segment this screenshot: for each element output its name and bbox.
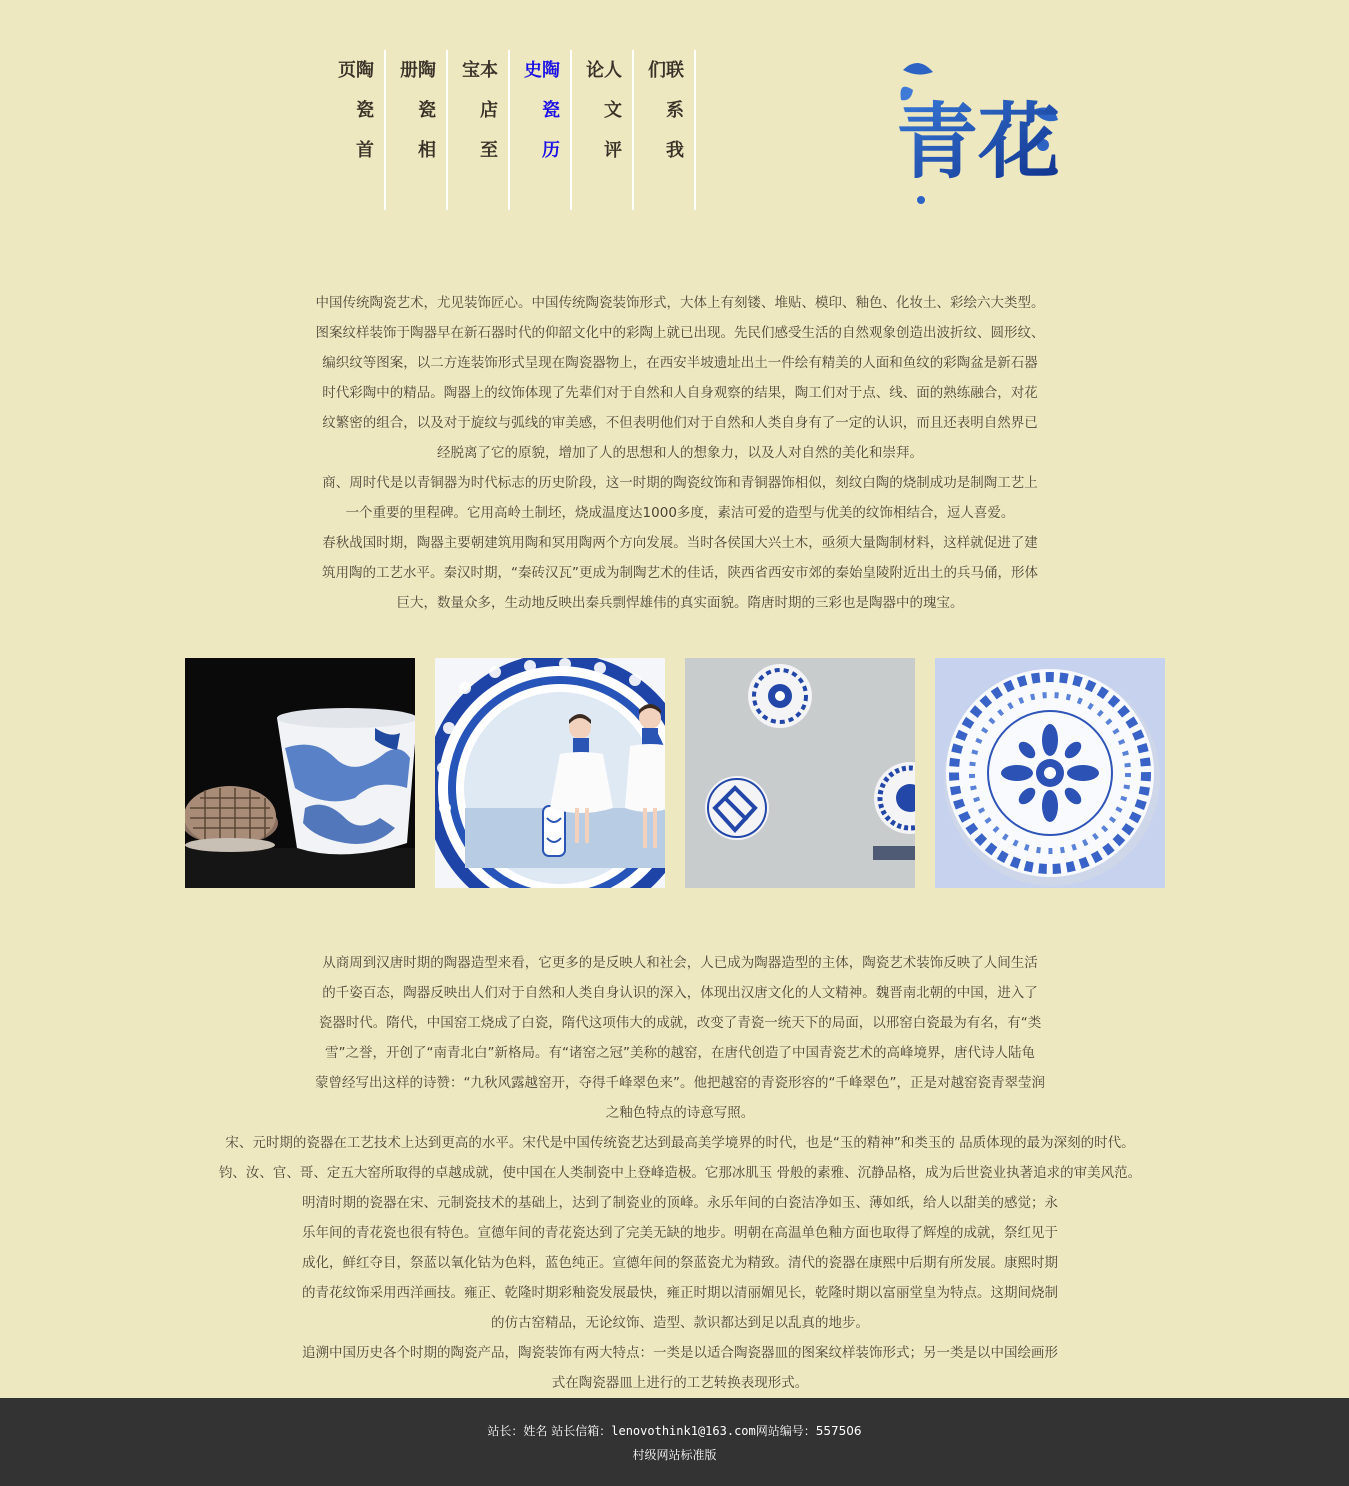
footer-edition: 村级网站标准版 — [632, 1448, 717, 1462]
nav-item-album[interactable] — [386, 50, 448, 210]
paragraph-line: 编织纹等图案，以二方连装饰形式呈现在陶瓷器物上，在西安半坡遗址出土一件绘有精美的人面和鱼纹的彩陶盆是新石器 — [322, 355, 1038, 371]
nav-item-comments[interactable] — [572, 50, 634, 210]
girls-plate-frame-photo[interactable] — [435, 658, 665, 888]
paragraph-line: 商、周时代是以青铜器为时代标志的历史阶段，这一时期的陶瓷纹饰和青铜器饰相似，刻纹白陶的烧制成功是制陶工艺上 — [322, 475, 1038, 491]
nav-item-history[interactable] — [510, 50, 572, 210]
nav-item-treasure[interactable] — [448, 50, 510, 210]
wall-plates-photo[interactable] — [685, 658, 915, 888]
footer-site-id: 网站编号：557506 — [755, 1424, 862, 1438]
paragraph-line: 的仿古窑精品，无论纹饰、造型、款识都达到足以乱真的地步。 — [491, 1315, 869, 1331]
photo-gallery — [185, 658, 1165, 888]
paragraph-line: 中国传统陶瓷艺术，尤见装饰匠心。中国传统陶瓷装饰形式，大体上有刻镂、堆贴、模印、釉色、化妆土、彩绘六大类型。 — [315, 295, 1045, 311]
paragraph-line: 的千姿百态，陶器反映出人们对于自然和人类自身认识的深入，体现出汉唐文化的人文精神。魏晋南北朝的中国，进入了 — [322, 985, 1038, 1001]
paragraph-line: 从商周到汉唐时期的陶器造型来看，它更多的是反映人和社会，人已成为陶器造型的主体，陶瓷艺术装饰反映了人间生活 — [322, 955, 1038, 971]
paragraph-line: 成化，鲜红夺目，祭蓝以氧化钴为色料，蓝色纯正。宣德年间的祭蓝瓷尤为精致。清代的瓷器在康熙中后期有所发展。康熙时期 — [302, 1255, 1058, 1271]
nav-item-label: 陶瓷历史 — [521, 60, 560, 180]
paragraph-line: 时代彩陶中的精品。陶器上的纹饰体现了先辈们对于自然和人自身观察的结果，陶工们对于点、线、面的熟练融合，对花 — [322, 385, 1038, 401]
paragraph-line: 明清时期的瓷器在宋、元制瓷技术的基础上，达到了制瓷业的顶峰。永乐年间的白瓷洁净如玉、薄如纸，给人以甜美的感觉；永 — [302, 1195, 1058, 1211]
paragraph-line: 之釉色特点的诗意写照。 — [605, 1105, 755, 1121]
blue-white-cup-photo[interactable] — [185, 658, 415, 888]
blue-floral-plate-photo[interactable] — [935, 658, 1165, 888]
paragraph-line: 乐年间的青花瓷也很有特色。宣德年间的青花瓷达到了完美无缺的地步。明朝在高温单色釉方面也取得了辉煌的成就，祭红见于 — [302, 1225, 1058, 1241]
paragraph-line: 筑用陶的工艺水平。秦汉时期，“秦砖汉瓦”更成为制陶艺术的佳话，陕西省西安市郊的秦始皇陵附近出土的兵马俑，形体 — [322, 565, 1038, 581]
paragraph-line: 追溯中国历史各个时期的陶瓷产品，陶瓷装饰有两大特点：一类是以适合陶瓷器皿的图案纹样装饰形式；另一类是以中国绘画形 — [302, 1345, 1058, 1361]
main-nav — [324, 50, 696, 210]
qinghua-logo — [893, 50, 1063, 250]
footer-prefix: 站长：姓名 站长信箱： — [487, 1424, 612, 1438]
nav-item-label: 陶瓷相册 — [397, 60, 436, 180]
paragraph-line: 雪”之誉，开创了“南青北白”新格局。有“诸窑之冠”美称的越窑，在唐代创造了中国青瓷艺术的高峰境界，唐代诗人陆龟 — [325, 1045, 1035, 1061]
logo-text: 青花 — [895, 94, 1061, 190]
paragraph-line: 式在陶瓷器皿上进行的工艺转换表现形式。 — [551, 1375, 809, 1391]
paragraph-line: 的青花纹饰采用西洋画技。雍正、乾隆时期彩釉瓷发展最快，雍正时期以清丽媚见长，乾隆时期以富丽堂皇为特点。这期间烧制 — [302, 1285, 1058, 1301]
nav-item-label: 陶瓷首页 — [335, 60, 374, 180]
paragraph-line: 巨大，数量众多，生动地反映出秦兵剽悍雄伟的真实面貌。隋唐时期的三彩也是陶器中的瑰宝。 — [396, 595, 964, 611]
footer-email-link[interactable]: lenovothink1@163.com — [611, 1424, 756, 1438]
nav-item-label: 联系我们 — [645, 60, 684, 180]
site-footer — [0, 1398, 1349, 1486]
nav-item-label: 人文评论 — [583, 60, 622, 180]
history-text-block-1 — [190, 288, 1170, 618]
paragraph-line: 蒙曾经写出这样的诗赞：“九秋风露越窑开，夺得千峰翠色来”。他把越窑的青瓷形容的“千峰翠色”，正是对越窑瓷青翠莹润 — [315, 1075, 1045, 1091]
history-text-block-2 — [190, 948, 1170, 1398]
paragraph-line: 图案纹样装饰于陶器早在新石器时代的仰韶文化中的彩陶上就已出现。先民们感受生活的自然观象创造出波折纹、圆形纹、 — [315, 325, 1045, 341]
paragraph-line: 一个重要的里程碑。它用高岭土制坯，烧成温度达1000多度，素洁可爱的造型与优美的纹饰相结合，逗人喜爱。 — [345, 505, 1015, 521]
paragraph-line: 春秋战国时期，陶器主要朝建筑用陶和冥用陶两个方向发展。当时各侯国大兴土木，亟须大量陶制材料，这样就促进了建 — [322, 535, 1038, 551]
paragraph-line: 瓷器时代。隋代，中国窑工烧成了白瓷，隋代这项伟大的成就，改变了青瓷一统天下的局面，以邢窑白瓷最为有名，有“类 — [318, 1015, 1042, 1031]
nav-item-home[interactable] — [324, 50, 386, 210]
paragraph-line: 纹繁密的组合，以及对于旋纹与弧线的审美感，不但表明他们对于自然和人类自身有了一定的认识，而且还表明自然界已 — [322, 415, 1038, 431]
nav-item-label: 本店至宝 — [459, 60, 498, 180]
footer-contact-line — [0, 1422, 1349, 1439]
paragraph-line: 宋、元时期的瓷器在工艺技术上达到更高的水平。宋代是中国传统瓷艺达到最高美学境界的时代，也是“玉的精神”和类玉的 品质体现的最为深刻的时代。 — [225, 1135, 1135, 1151]
nav-item-contact[interactable] — [634, 50, 696, 210]
paragraph-line: 钧、汝、官、哥、定五大窑所取得的卓越成就，使中国在人类制瓷中上登峰造极。它那冰肌玉 骨般的素雅、沉静品格，成为后世瓷业执著追求的审美风范。 — [218, 1165, 1142, 1181]
paragraph-line: 经脱离了它的原貌，增加了人的思想和人的想象力，以及人对自然的美化和崇拜。 — [437, 445, 923, 461]
